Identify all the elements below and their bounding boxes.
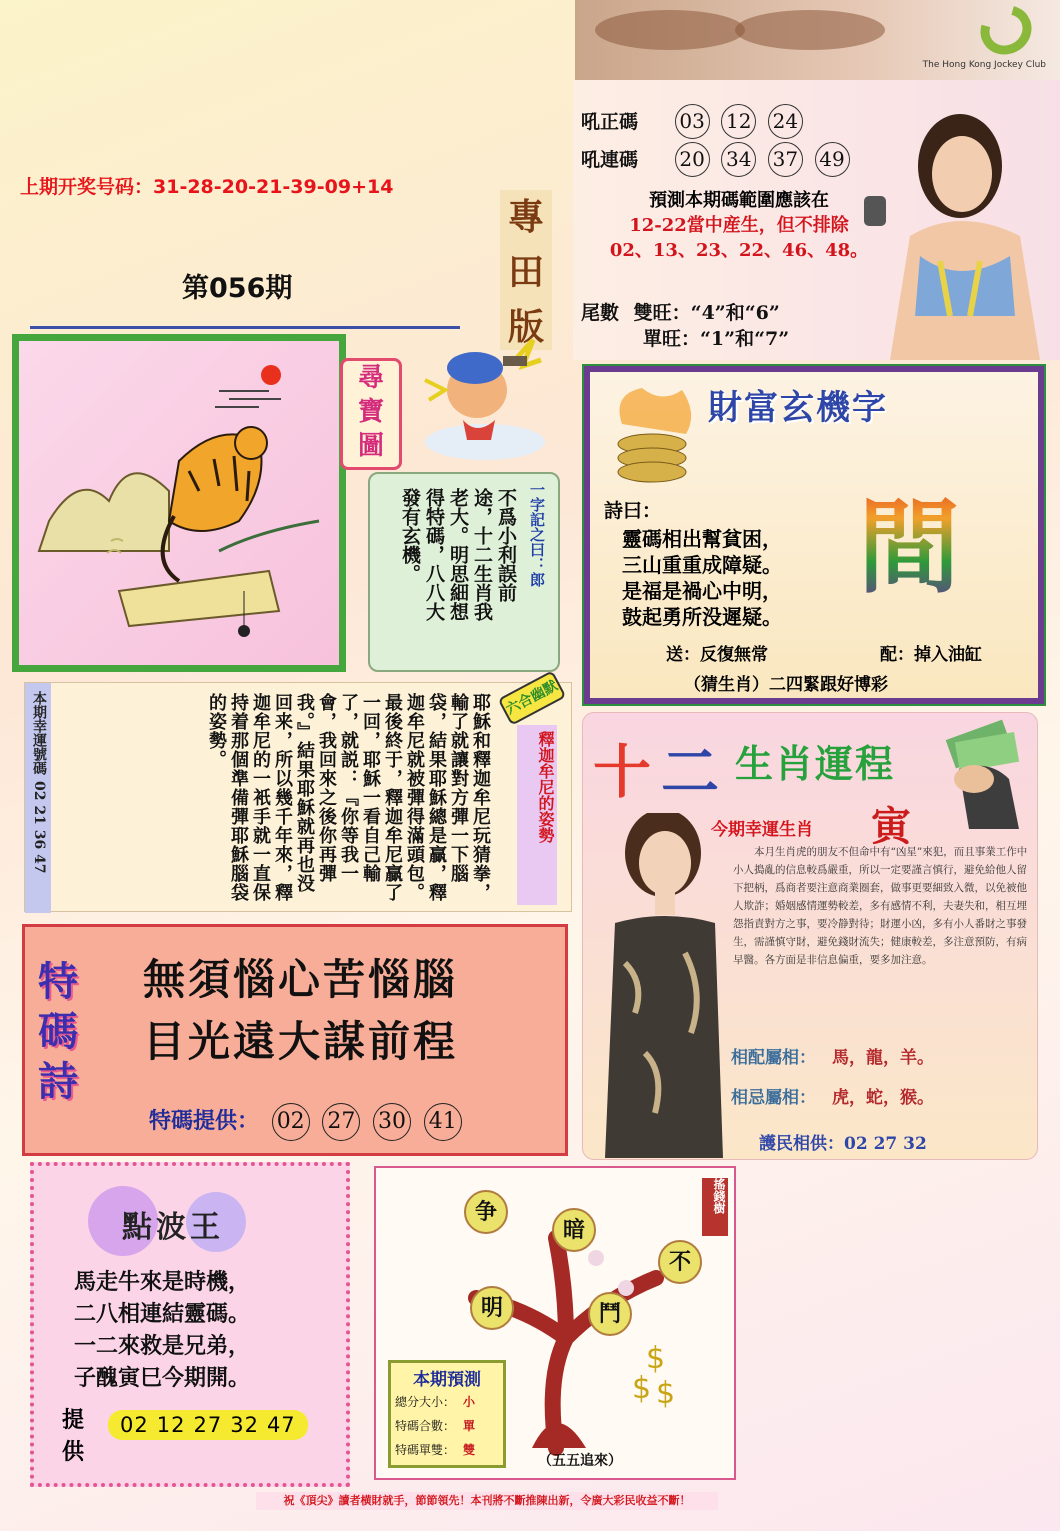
zodiac-title-er: 二 [661,738,720,806]
zodiac-fortune-panel [582,712,1038,1160]
tree-caption: （五五追來） [538,1453,622,1469]
lucky-numbers-column [25,683,51,913]
cupid-icon [415,330,555,465]
special-number: 30 [373,1103,411,1141]
wealth-title: 財富玄機字 [708,388,888,428]
last-draw-numbers: 上期开奖号码：31-28-20-21-39-09+14 [20,176,394,198]
label-char: 特 [38,959,78,1005]
story-text: 耶穌和釋迦牟尼玩猜拳，輸了就讓對方彈一下腦袋，結果耶穌總是贏，釋迦牟尼就被彈得滿頭包。最後終于，釋迦牟尼贏了一回，耶穌一看自己輸了，就説：『你等我一會，我回來之後你再彈我。』結果耶穌就再也没回来，所以幾千年來，釋迦牟尼的一衹手就一直保持着那個準備彈耶穌腦袋的姿勢。 [206,693,491,902]
poem-line: 二八相連結靈碼。 [74,1301,251,1327]
zodiac-avoid [731,1083,934,1108]
lucky-zodiac-label: 今期幸運生肖 [711,820,813,840]
divider [30,326,460,329]
tiger-illustration [19,341,339,665]
dianbo-number: 27 [193,1413,223,1437]
wealth-big-char: 間 [858,467,960,613]
match-label: 相配屬相： [731,1048,816,1068]
special-poem-label [33,957,83,1107]
row-label: 總分大小： [395,1395,456,1409]
tail-double: 雙旺：“4”和“6” [633,302,780,324]
lian-number: 37 [768,142,803,177]
tail-row [581,298,780,325]
treasure-char: 圖 [357,431,384,461]
model-photo [850,86,1060,360]
dianbo-number: 47 [266,1413,296,1437]
avoid-label: 相忌屬相： [731,1088,816,1108]
poem-line: 目光遠大謀前程 [143,1017,459,1066]
poem-line: 鼓起勇所没遲疑。 [622,605,782,629]
lucky-nums: 02 21 36 47 [31,781,47,874]
svg-text:$: $ [632,1371,652,1406]
special-number: 27 [322,1103,360,1141]
banner-char: 版 [507,306,544,348]
tree-char: 不 [658,1240,702,1284]
range-text [589,188,889,263]
row-value: 雙 [463,1443,476,1457]
dianbo-title: 點波王 [122,1210,224,1245]
horse-race-image [735,10,885,50]
special-code-poem-panel [22,924,568,1156]
label-char: 詩 [38,1059,78,1105]
zheng-code-row [581,104,808,139]
dianbo-poem [74,1266,250,1394]
label-char: 碼 [38,1009,78,1055]
treasure-char: 尋 [357,363,384,393]
zodiac-numbers: 護民相供：02 27 32 [759,1134,927,1154]
special-edition-banner [500,190,552,350]
lucky-zodiac-animal: 寅 [871,803,911,850]
tail-label: 尾數 [581,302,620,324]
zheng-number: 24 [768,104,803,139]
avoid-value: 虎，蛇，猴。 [832,1088,934,1108]
humor-story-panel [24,677,572,912]
match-value: 馬，龍，羊。 [832,1048,934,1068]
dianbo-numbers [108,1410,308,1440]
horse-race-image [595,10,745,50]
wealth-pei: 配：掉入油缸 [880,645,982,665]
poem-line: 子醜寅巳今期開。 [74,1365,251,1391]
dianbo-number: 32 [230,1413,259,1437]
treasure-char: 寶 [357,397,384,427]
range-line: 02、13、23、22、46、48。 [609,240,869,261]
special-number: 41 [424,1103,462,1141]
prediction-panel [573,80,1060,360]
svg-text:$: $ [646,1341,666,1376]
tree-char: 鬥 [588,1292,632,1336]
poem-line: 靈碼相出幫貧困， [622,527,782,551]
prediction-title: 本期預測 [413,1370,481,1390]
humor-badge: 六合幽默 [498,670,567,726]
zodiac-description: 本月生肖虎的朋友不但命中有“凶星”來犯，而且事業工作中小人搗亂的信息較爲嚴重，所以一定要謹言慎行，避免給他人留下把柄，爲商者要注意商業圈套，做事更要細致入微，以免被他人欺詐；婚姻感情運勢較差，多有感情不利，夫妻失和，相互埋怨指責對方之事，要冷静對待；財運小凶，多有小人番財之事發生，需謹慎守財，避免錢財流失；健康較差，多注意預防，有病早醫。各方面是非信息偏重，要多加注意。 [733,846,1028,966]
special-number: 02 [272,1103,310,1141]
treasure-map-label [340,358,402,470]
dianbo-provide-label: 提供 [62,1407,85,1465]
lian-number: 34 [721,142,756,177]
scroll-poem: 不爲小利誤前途，十二生肖我老大。明思細想得特碼，八八大發有玄機。 [399,488,517,621]
svg-text:$: $ [656,1376,676,1411]
tiger-illustration-panel [12,334,346,672]
jockey-club-banner [575,0,1060,80]
row-value: 小 [463,1395,476,1409]
banner-char: 田 [507,251,544,293]
this-issue-prediction-box [388,1360,506,1468]
dianbo-number: 02 [120,1413,149,1437]
model-photo [595,813,733,1158]
footer-banner: 祝《頂尖》讀者横財就手，節節領先！本刊將不斷推陳出新，令廣大彩民收益不斷！ [256,1492,718,1510]
jockey-club-text: The Hong Kong Jockey Club [922,60,1046,70]
poem-line: 是福是禍心中明， [622,579,782,603]
prediction-row [395,1417,475,1434]
poem-line: 馬走牛來是時機， [74,1269,251,1295]
dianbo-king-panel [30,1162,350,1487]
lian-number: 20 [675,142,710,177]
zodiac-title-shi: 十 [593,738,652,806]
zheng-number: 12 [721,104,756,139]
provide-label: 特碼提供： [149,1109,260,1134]
zodiac-title: 生肖運程 [735,742,896,786]
money-tree-tag: 搖錢樹 [702,1178,728,1236]
wealth-mystery-panel [584,366,1044,704]
zheng-number: 03 [675,104,710,139]
poem-line: 一二來救是兄弟， [74,1333,251,1359]
horseshoe-logo-icon [971,0,1040,64]
lian-code-label: 吼連碼 [581,149,639,171]
wealth-poem [622,526,782,630]
range-line: 預測本期碼範圍應該在 [649,190,829,211]
scroll-title: 一字記之曰：郎 [528,482,546,587]
zodiac-match [731,1043,934,1068]
zheng-code-label: 吼正碼 [581,111,639,133]
row-label: 特碼合數： [395,1419,456,1433]
row-value: 單 [463,1419,476,1433]
prediction-row [395,1441,475,1458]
banner-char: 專 [507,196,544,238]
coins-icon [602,384,702,494]
issue-number: 第056期 [182,273,293,304]
lian-code-row [581,142,855,177]
poem-line: 三山重重成障疑。 [622,553,782,577]
prediction-row [395,1393,475,1410]
special-provide [149,1103,462,1141]
range-line: 12-22當中産生，但不排除 [629,215,849,236]
money-hand-icon [929,719,1029,837]
poem-heading: 詩曰： [604,500,662,522]
lian-number: 49 [815,142,850,177]
money-tree-panel [374,1166,736,1480]
story-subtitle: 釋迦牟尼的姿勢 [517,725,557,905]
tree-char: 争 [464,1190,508,1234]
tail-single: 單旺：“1”和“7” [643,328,790,350]
row-label: 特碼單雙： [395,1443,456,1457]
poem-line: 無須惱心苦惱腦 [143,955,459,1004]
scroll-poem-panel [368,472,560,672]
lucky-label: 本期幸運號碼 [31,691,47,775]
tree-char: 明 [470,1286,514,1330]
tree-char: 暗 [552,1208,596,1252]
special-poem [143,949,458,1073]
dianbo-number: 12 [156,1413,186,1437]
lucky-numbers [29,691,49,909]
wealth-guess: （猜生肖）二四緊跟好博彩 [684,675,888,695]
wealth-send: 送：反復無常 [666,645,768,665]
